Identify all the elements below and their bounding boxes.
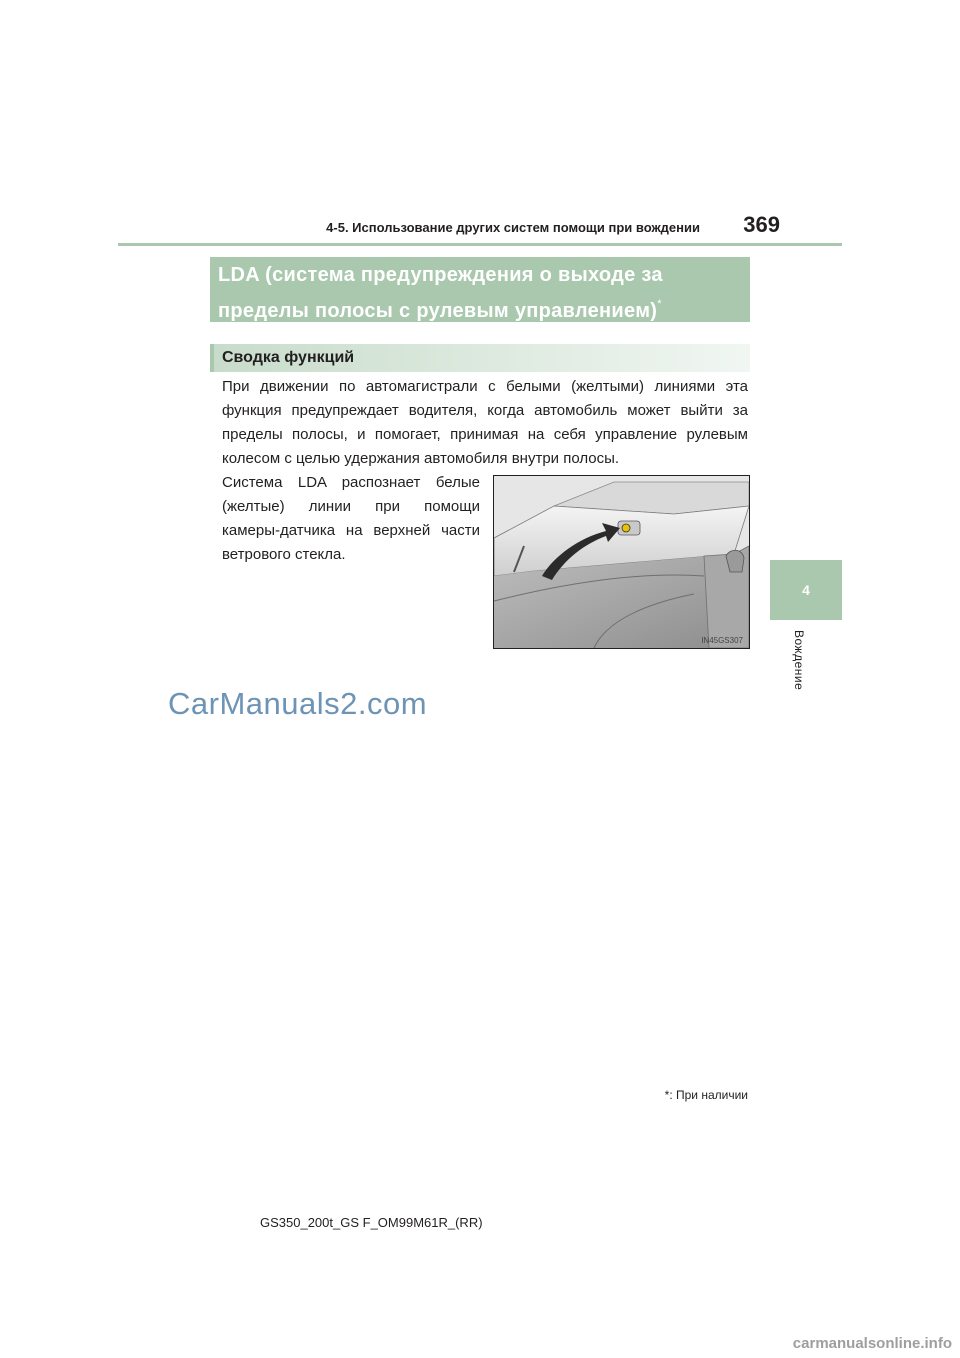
windshield-camera-illustration xyxy=(493,475,750,649)
footnote: *: При наличии xyxy=(664,1088,748,1102)
chapter-tab-number: 4 xyxy=(802,582,810,598)
availability-mark: * xyxy=(657,298,662,310)
subheading: Сводка функций xyxy=(210,344,750,372)
section-title xyxy=(210,257,750,322)
chapter-tab xyxy=(770,560,842,620)
header-rule xyxy=(118,243,842,246)
section-title-line2: пределы полосы с рулевым управлением) xyxy=(218,300,658,322)
camera-paragraph: Система LDA распознает белые (желтые) линии при помощи камеры-датчика на верхней части ветрового стекла. xyxy=(222,474,480,563)
document-id: GS350_200t_GS F_OM99M61R_(RR) xyxy=(260,1215,483,1230)
page-number: 369 xyxy=(743,212,780,237)
watermark-carmanualsonline: carmanualsonline.info xyxy=(792,1335,952,1352)
intro-paragraph: При движении по автомагистрали с белыми (желтыми) линиями эта функция предупреждает водителя, когда автомобиль может выйти за пределы полосы, и помогает, принимая на себя управление рулевым колесом с целью удержания автомобиля внутри полосы. xyxy=(222,378,748,467)
chapter-tab-label: Вождение xyxy=(792,630,806,691)
subheading-bar xyxy=(210,344,214,372)
watermark-carmanuals2: CarManuals2.com xyxy=(168,686,428,721)
illustration-code: IN45GS307 xyxy=(701,636,743,645)
car-drawing xyxy=(494,476,749,648)
section-title-line1: LDA (система предупреждения о выходе за xyxy=(218,264,663,286)
chapter-header: 4-5. Использование других систем помощи при вождении xyxy=(326,220,700,235)
